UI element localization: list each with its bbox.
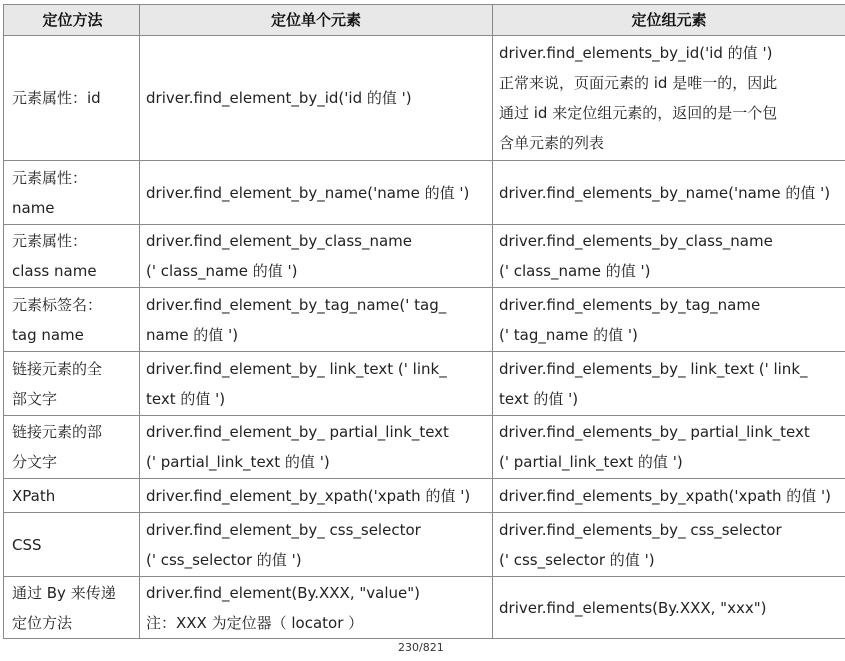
table-row [4, 288, 845, 352]
method-cell [4, 479, 140, 513]
cell-text: 链接元素的全 [12, 359, 103, 378]
method-cell [4, 416, 140, 479]
single-cell [140, 36, 493, 161]
cell-text: driver.find_element_by_ partial_link_text [146, 423, 449, 441]
cell-text: driver.find_elements_by_ link_text (' link_ [499, 359, 808, 378]
cell-text: driver.find_element(By.XXX, "value") [146, 583, 420, 602]
cell-text: 通过 By 来传递 [12, 583, 116, 602]
method-cell [4, 577, 140, 639]
group-cell [493, 288, 845, 352]
single-cell [140, 161, 493, 225]
single-cell [140, 225, 493, 288]
table-row [4, 352, 845, 416]
method-cell [4, 288, 140, 352]
table-row [4, 577, 845, 639]
cell-text: text 的值 ') [146, 389, 226, 408]
cell-text: name [12, 198, 55, 217]
cell-text: driver.find_elements_by_ partial_link_text [499, 423, 810, 441]
single-cell [140, 416, 493, 479]
cell-text: 部文字 [12, 389, 58, 408]
method-cell [4, 161, 140, 225]
header-single: 定位单个元素 [140, 5, 493, 36]
cell-text: driver.find_elements_by_ css_selector [499, 520, 782, 539]
single-cell [140, 479, 493, 513]
cell-text: driver.find_elements(By.XXX, "xxx") [499, 598, 767, 617]
cell-text: (' class_name 的值 ') [146, 262, 298, 280]
group-cell [493, 416, 845, 479]
group-cell [493, 352, 845, 416]
group-cell [493, 36, 845, 161]
cell-text: driver.find_elements_by_class_name [499, 232, 773, 250]
group-cell [493, 225, 845, 288]
group-cell [493, 479, 845, 513]
cell-text: 定位方法 [12, 613, 73, 632]
cell-text: class name [12, 262, 97, 280]
cell-text: (' partial_link_text 的值 ') [499, 453, 683, 471]
cell-text: (' css_selector 的值 ') [499, 550, 655, 569]
cell-text: (' partial_link_text 的值 ') [146, 453, 330, 471]
cell-text: 分文字 [12, 453, 58, 471]
single-cell [140, 513, 493, 577]
group-cell [493, 577, 845, 639]
cell-text: 正常来说，页面元素的 id 是唯一的，因此 [499, 74, 778, 92]
table-row [4, 513, 845, 577]
single-cell [140, 352, 493, 416]
group-cell [493, 161, 845, 225]
cell-text: (' class_name 的值 ') [499, 262, 651, 280]
page-number: 230/821 [398, 641, 444, 654]
header-group: 定位组元素 [493, 5, 845, 36]
cell-text: CSS [12, 535, 42, 554]
cell-text: 元素属性：id [12, 89, 101, 107]
method-cell [4, 352, 140, 416]
group-cell [493, 513, 845, 577]
cell-text: text 的值 ') [499, 389, 579, 408]
cell-text: 注：XXX 为定位器（ locator ） [146, 613, 364, 632]
cell-text: 元素属性： [12, 168, 88, 187]
cell-text: driver.find_elements_by_name('name 的值 ') [499, 183, 831, 202]
single-cell [140, 577, 493, 639]
table-row [4, 36, 845, 161]
cell-text: (' tag_name 的值 ') [499, 325, 638, 344]
cell-text: driver.find_element_by_name('name 的值 ') [146, 183, 470, 202]
cell-text: driver.find_elements_by_id('id 的值 ') [499, 44, 773, 62]
method-cell [4, 225, 140, 288]
cell-text: tag name [12, 325, 84, 344]
cell-text: name 的值 ') [146, 325, 239, 344]
cell-text: driver.find_elements_by_tag_name [499, 295, 761, 314]
cell-text: driver.find_element_by_ link_text (' link_ [146, 359, 447, 378]
method-cell [4, 36, 140, 161]
header-method: 定位方法 [4, 5, 140, 36]
cell-text: 含单元素的列表 [499, 134, 605, 152]
cell-text: (' css_selector 的值 ') [146, 550, 302, 569]
cell-text: 元素属性： [12, 232, 88, 250]
table-row [4, 479, 845, 513]
cell-text: driver.find_element_by_tag_name(' tag_ [146, 295, 447, 314]
cell-text: driver.find_element_by_class_name [146, 232, 413, 250]
cell-text: driver.find_element_by_ css_selector [146, 520, 421, 539]
cell-text: 通过 id 来定位组元素的，返回的是一个包 [499, 104, 778, 122]
table-row [4, 416, 845, 479]
cell-text: 元素标签名： [12, 295, 103, 314]
table-row [4, 161, 845, 225]
method-cell [4, 513, 140, 577]
single-cell [140, 288, 493, 352]
cell-text: driver.find_elements_by_xpath('xpath 的值 ') [499, 486, 832, 505]
header-row [4, 5, 845, 36]
locator-table [3, 4, 845, 639]
table-row [4, 225, 845, 288]
cell-text: driver.find_element_by_xpath('xpath 的值 ') [146, 486, 471, 505]
cell-text: 链接元素的部 [12, 423, 103, 441]
cell-text: driver.find_element_by_id('id 的值 ') [146, 89, 412, 107]
cell-text: XPath [12, 486, 56, 505]
